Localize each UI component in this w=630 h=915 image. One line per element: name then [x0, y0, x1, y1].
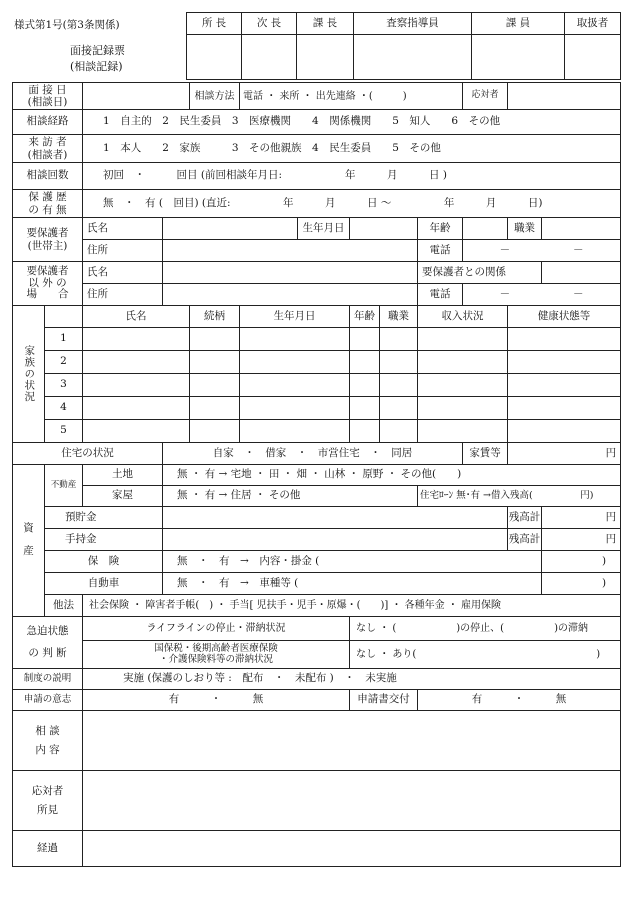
- other-address-label: 住所: [83, 284, 163, 306]
- table-row: [13, 351, 621, 374]
- family-birth-cell[interactable]: [240, 351, 350, 374]
- family-income-cell[interactable]: [418, 420, 508, 443]
- count-text[interactable]: 初回 ・ 回目 (前回相談年月日: 年 月 日 ): [83, 163, 621, 190]
- cash-field[interactable]: [163, 529, 508, 551]
- opinion-label: 応対者 所見: [13, 771, 83, 831]
- family-job-cell[interactable]: [380, 374, 418, 397]
- loan-text[interactable]: 住宅ﾛｰﾝ 無･有 →借入残高( 円): [418, 486, 621, 507]
- family-header-birth: 生年月日: [240, 306, 350, 328]
- family-job-cell[interactable]: [380, 397, 418, 420]
- family-relation-cell[interactable]: [190, 351, 240, 374]
- family-age-cell[interactable]: [350, 397, 380, 420]
- car-label: 自動車: [45, 573, 163, 595]
- family-job-cell[interactable]: [380, 420, 418, 443]
- family-health-cell[interactable]: [508, 420, 621, 443]
- route-options[interactable]: 1 自主的 2 民生委員 3 医療機関 4 関係機関 5 知人 6 その他: [83, 110, 621, 135]
- family-name-cell[interactable]: [83, 397, 190, 420]
- assets-label: 資 産: [13, 465, 45, 617]
- approval-stamp-table: [186, 12, 621, 80]
- family-age-cell[interactable]: [350, 351, 380, 374]
- content-label: 相 談 内 容: [13, 711, 83, 771]
- main-form-table: [12, 82, 621, 867]
- interview-date-label: 面 接 日 (相談日): [13, 83, 83, 110]
- table-row: [13, 374, 621, 397]
- family-name-cell[interactable]: [83, 374, 190, 397]
- family-birth-cell[interactable]: [240, 328, 350, 351]
- progress-label: 経過: [13, 831, 83, 867]
- approval-label: 課 長: [297, 13, 354, 35]
- history-text[interactable]: 無 ・ 有 ( 回目) (直近: 年 月 日 〜 年 月 日): [83, 190, 621, 218]
- insurance-close: ): [542, 551, 621, 573]
- house-options[interactable]: 無 ・ 有 → 住居 ・ その他: [163, 486, 418, 507]
- deposit-balance-label: 残高計: [508, 507, 542, 529]
- approval-label: 次 長: [242, 13, 297, 35]
- family-header-relation: 続柄: [190, 306, 240, 328]
- applicant-label: 要保護者 (世帯主): [13, 218, 83, 262]
- responder-field[interactable]: [508, 83, 621, 110]
- applicant-birth-label: 生年月日: [298, 218, 350, 240]
- applicant-age-label: 年齢: [418, 218, 463, 240]
- stamp-box[interactable]: [565, 35, 621, 80]
- family-header-health: 健康状態等: [508, 306, 621, 328]
- family-income-cell[interactable]: [418, 328, 508, 351]
- family-label: 家族の状況: [13, 306, 45, 443]
- family-health-cell[interactable]: [508, 351, 621, 374]
- family-relation-cell[interactable]: [190, 397, 240, 420]
- stamp-box[interactable]: [472, 35, 565, 80]
- stamp-box[interactable]: [242, 35, 297, 80]
- content-field[interactable]: [83, 711, 621, 771]
- car-options[interactable]: 無 ・ 有 → 車種等 (: [163, 573, 542, 595]
- family-header-job: 職業: [380, 306, 418, 328]
- submit-label: 申請書交付: [350, 690, 418, 711]
- deposit-balance-field[interactable]: 円: [542, 507, 621, 529]
- family-income-cell[interactable]: [418, 397, 508, 420]
- family-job-cell[interactable]: [380, 328, 418, 351]
- explain-label: 制度の説明: [13, 669, 83, 690]
- method-label: 相談方法: [190, 83, 240, 110]
- applicant-age-field[interactable]: [463, 218, 508, 240]
- intent-label: 申請の意志: [13, 690, 83, 711]
- other-person-label: 要保護者 以 外 の 場 合: [13, 262, 83, 306]
- housing-options[interactable]: 自家 ・ 借家 ・ 市営住宅 ・ 同居: [163, 443, 463, 465]
- responder-label: 応対者: [463, 83, 508, 110]
- family-age-cell[interactable]: [350, 374, 380, 397]
- applicant-job-field[interactable]: [542, 218, 621, 240]
- family-name-cell[interactable]: [83, 420, 190, 443]
- lifeline-text[interactable]: なし ・ ( )の停止、( )の滞納: [350, 617, 621, 641]
- family-health-cell[interactable]: [508, 328, 621, 351]
- family-row-number: 1: [45, 328, 83, 351]
- family-health-cell[interactable]: [508, 397, 621, 420]
- relation-label: 要保護者との関係: [418, 262, 542, 284]
- form-number: 様式第1号(第3条関係): [14, 19, 120, 31]
- submit-options[interactable]: 有 ・ 無: [418, 690, 621, 711]
- deposit-label: 預貯金: [45, 507, 163, 529]
- insurance-options[interactable]: 無 ・ 有 → 内容・掛金 (: [163, 551, 542, 573]
- cash-balance-label: 残高計: [508, 529, 542, 551]
- progress-field[interactable]: [83, 831, 621, 867]
- other-law-label: 他法: [45, 595, 83, 617]
- other-law-text[interactable]: 社会保険 ・ 障害者手帳( ) ・ 手当[ 児扶手・児手・原爆・( )] ・ 各種年金 ・ 雇用保険: [83, 595, 621, 617]
- family-row-number: 5: [45, 420, 83, 443]
- stamp-box[interactable]: [187, 35, 242, 80]
- other-address-field[interactable]: [163, 284, 418, 306]
- cash-balance-field[interactable]: 円: [542, 529, 621, 551]
- approval-label: 所 長: [187, 13, 242, 35]
- table-row: [13, 328, 621, 351]
- family-relation-cell[interactable]: [190, 420, 240, 443]
- family-job-cell[interactable]: [380, 351, 418, 374]
- family-index-header: [45, 306, 83, 328]
- form-subtitle: (相談記録): [70, 60, 123, 73]
- family-income-cell[interactable]: [418, 374, 508, 397]
- family-name-cell[interactable]: [83, 328, 190, 351]
- family-birth-cell[interactable]: [240, 420, 350, 443]
- rent-label: 家賃等: [463, 443, 508, 465]
- stamp-box[interactable]: [297, 35, 354, 80]
- opinion-field[interactable]: [83, 771, 621, 831]
- approval-label: 課 員: [472, 13, 565, 35]
- family-row-number: 3: [45, 374, 83, 397]
- family-relation-cell[interactable]: [190, 374, 240, 397]
- history-label: 保 護 歴 の 有 無: [13, 190, 83, 218]
- applicant-address-label: 住所: [83, 240, 163, 262]
- housing-label: 住宅の状況: [13, 443, 163, 465]
- table-row: [13, 420, 621, 443]
- family-header-age: 年齢: [350, 306, 380, 328]
- family-row-number: 4: [45, 397, 83, 420]
- applicant-birth-field[interactable]: [350, 218, 418, 240]
- other-phone-label: 電話: [418, 284, 463, 306]
- family-row-number: 2: [45, 351, 83, 374]
- family-income-cell[interactable]: [418, 351, 508, 374]
- visitor-label: 来 訪 者 (相談者): [13, 135, 83, 163]
- family-birth-cell[interactable]: [240, 374, 350, 397]
- family-name-cell[interactable]: [83, 351, 190, 374]
- insurance-label: 保 険: [45, 551, 163, 573]
- table-row: [13, 397, 621, 420]
- visitor-options[interactable]: 1 本人 2 家族 3 その他親族 4 民生委員 5 その他: [83, 135, 621, 163]
- family-relation-cell[interactable]: [190, 328, 240, 351]
- tax-label: 国保税・後期高齢者医療保険 ・介護保険料等の滞納状況: [83, 641, 350, 669]
- rent-field[interactable]: 円: [508, 443, 621, 465]
- other-name-field[interactable]: [163, 262, 418, 284]
- applicant-address-field[interactable]: [163, 240, 418, 262]
- house-label: 家屋: [83, 486, 163, 507]
- other-phone-field[interactable]: － －: [463, 284, 621, 306]
- family-health-cell[interactable]: [508, 374, 621, 397]
- relation-field[interactable]: [542, 262, 621, 284]
- deposit-field[interactable]: [163, 507, 508, 529]
- form-title: 面接記録票: [70, 44, 125, 57]
- family-birth-cell[interactable]: [240, 397, 350, 420]
- count-label: 相談回数: [13, 163, 83, 190]
- applicant-phone-label: 電話: [418, 240, 463, 262]
- applicant-name-label: 氏名: [83, 218, 163, 240]
- method-options[interactable]: 電話 ・ 来所 ・ 出先連絡 ・( ): [240, 83, 463, 110]
- land-options[interactable]: 無 ・ 有 → 宅地 ・ 田 ・ 畑 ・ 山林 ・ 原野 ・ その他( ): [163, 465, 621, 486]
- approval-label: 査察指導員: [354, 13, 472, 35]
- approval-label: 取扱者: [565, 13, 621, 35]
- explain-text[interactable]: 実施 (保護のしおり等 : 配布 ・ 未配布 ) ・ 未実施: [83, 669, 621, 690]
- applicant-name-field[interactable]: [163, 218, 298, 240]
- family-age-cell[interactable]: [350, 328, 380, 351]
- applicant-phone-field[interactable]: － －: [463, 240, 621, 262]
- cash-label: 手持金: [45, 529, 163, 551]
- applicant-job-label: 職業: [508, 218, 542, 240]
- car-close: ): [542, 573, 621, 595]
- family-age-cell[interactable]: [350, 420, 380, 443]
- family-header-income: 収入状況: [418, 306, 508, 328]
- family-header-name: 氏名: [83, 306, 190, 328]
- lifeline-label: ライフラインの停止・滞納状況: [83, 617, 350, 641]
- tax-text[interactable]: なし ・ あり( ): [350, 641, 621, 669]
- interview-date-field[interactable]: [83, 83, 190, 110]
- realestate-label: 不動産: [45, 465, 83, 507]
- urgent-label: 急迫状態 の 判 断: [13, 617, 83, 669]
- land-label: 土地: [83, 465, 163, 486]
- intent-options[interactable]: 有 ・ 無: [83, 690, 350, 711]
- other-name-label: 氏名: [83, 262, 163, 284]
- stamp-box[interactable]: [354, 35, 472, 80]
- route-label: 相談経路: [13, 110, 83, 135]
